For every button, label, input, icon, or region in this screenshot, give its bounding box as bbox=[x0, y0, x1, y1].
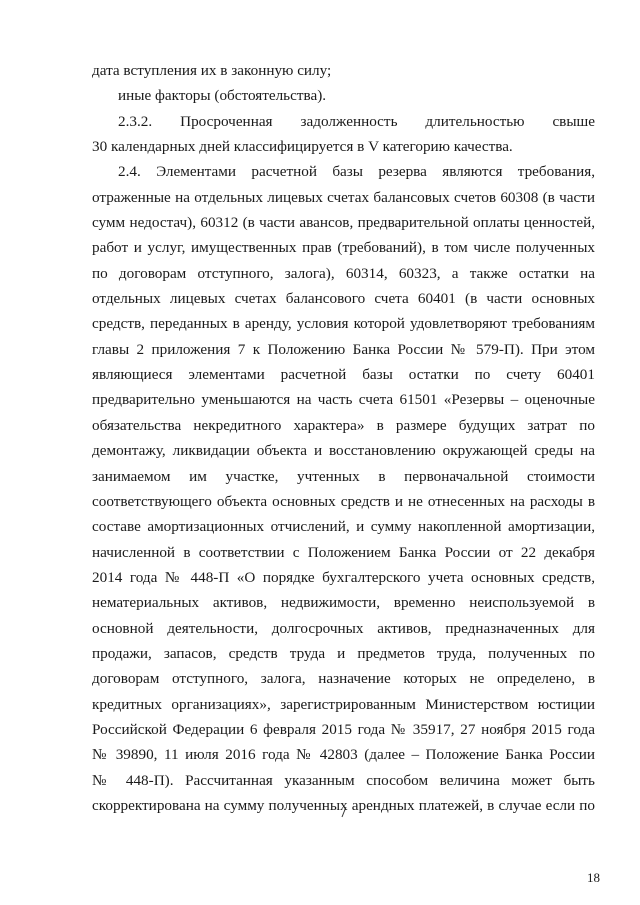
text-line: главы 2 приложения 7 к Положению Банка России № 579-П). При этом bbox=[92, 340, 595, 358]
text-line: соответствующего объекта основных средств и не отнесенных на расходы в bbox=[92, 492, 595, 510]
page-number: 18 bbox=[587, 870, 600, 885]
text-line: продажи, запасов, средств труда и предметов труда, полученных по bbox=[92, 644, 595, 662]
text-line: № 39890, 11 июля 2016 года № 42803 (далее – Положение Банка России bbox=[92, 746, 595, 764]
text-line: демонтажу, ликвидации объекта и восстановлению окружающей среды на bbox=[92, 442, 595, 460]
text-line: обязательства некредитного характера» в размере будущих затрат по bbox=[92, 416, 595, 434]
text-line: Российской Федерации 6 февраля 2015 года № 35917, 27 ноября 2015 года bbox=[92, 720, 595, 738]
text-line: дата вступления их в законную силу; bbox=[92, 62, 332, 79]
text-line: отдельных лицевых счетах балансового счета 60401 (в части основных bbox=[92, 290, 595, 308]
text-line: № 448-П). Рассчитанная указанным способом величина может быть bbox=[92, 771, 595, 789]
text-line: средств, переданных в аренду, условия которой удовлетворяют требованиям bbox=[92, 315, 595, 333]
text-line: 30 календарных дней классифицируется в V категорию качества. bbox=[92, 138, 513, 156]
text-line: отраженные на отдельных лицевых счетах балансовых счетов 60308 (в части bbox=[92, 188, 595, 206]
text-line: по договорам отступного, залога), 60314, 60323, а также остатки на bbox=[92, 264, 595, 282]
pen-mark bbox=[340, 806, 348, 818]
text-line: 2.4. Элементами расчетной базы резерва являются требования, bbox=[118, 163, 595, 181]
text-line: работ и услуг, имущественных прав (требований), в том числе полученных bbox=[92, 239, 595, 257]
body-text bbox=[92, 58, 595, 818]
text-line: начисленной в соответствии с Положением Банка России от 22 декабря bbox=[92, 543, 595, 561]
text-line: являющиеся элементами расчетной базы остатки по счету 60401 bbox=[92, 366, 595, 384]
text-line: скорректирована на сумму полученных арендных платежей, в случае если по bbox=[92, 796, 595, 814]
text-line: нематериальных активов, недвижимости, временно неиспользуемой в bbox=[92, 594, 595, 612]
text-line: кредитных организациях», зарегистрированным Министерством юстиции bbox=[92, 695, 595, 713]
text-line: сумм недостач), 60312 (в части авансов, предварительной оплаты ценностей, bbox=[92, 214, 595, 232]
text-line: занимаемом им участке, учтенных в первоначальной стоимости bbox=[92, 467, 595, 485]
text-line: 2014 года № 448-П «О порядке бухгалтерского учета основных средств, bbox=[92, 568, 595, 586]
text-line: договорам отступного, залога, назначение которых не определено, в bbox=[92, 670, 595, 688]
text-line: иные факторы (обстоятельства). bbox=[118, 87, 327, 105]
text-line: 2.3.2. Просроченная задолженность длительностью свыше bbox=[118, 112, 595, 130]
text-line: основной деятельности, долгосрочных активов, предназначенных для bbox=[92, 619, 595, 637]
text-line: предварительно уменьшаются на часть счета 61501 «Резервы – оценочные bbox=[92, 391, 595, 409]
text-line: составе амортизационных отчислений, и сумму накопленной амортизации, bbox=[92, 518, 595, 536]
